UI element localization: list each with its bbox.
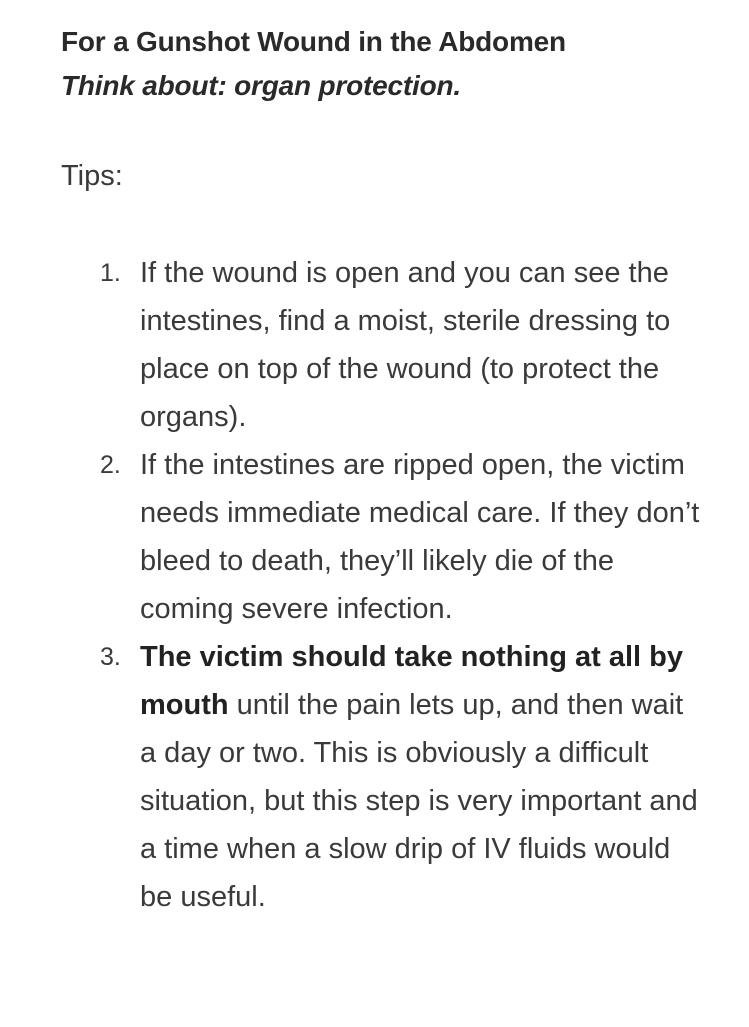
tips-label: Tips: (61, 160, 123, 192)
tip-number: 3. (100, 643, 121, 671)
tip-bold-text: The victim should take nothing at all by mouth (140, 641, 684, 721)
article-heading: For a Gunshot Wound in the Abdomen (61, 26, 566, 57)
tip-item-3 (61, 633, 700, 921)
tip-text: until the pain lets up, and then wait a day or two. This is obviously a difficult situation, but this step is very important and a time when a slow drip of IV fluids would be useful. (140, 689, 698, 913)
tip-item-1 (61, 249, 700, 441)
tip-item-2 (61, 441, 700, 633)
tip-number: 2. (100, 451, 121, 479)
tips-list (61, 249, 731, 921)
tip-text: If the intestines are ripped open, the victim needs immediate medical care. If they don’t bleed to death, they’ll likely die of the coming severe infection. (140, 449, 700, 625)
tip-text: If the wound is open and you can see the intestines, find a moist, sterile dressing to place on top of the wound (to protect the organs). (140, 257, 671, 433)
article-subheading: Think about: organ protection. (61, 70, 461, 101)
article (61, 22, 731, 921)
tip-number: 1. (100, 259, 121, 287)
